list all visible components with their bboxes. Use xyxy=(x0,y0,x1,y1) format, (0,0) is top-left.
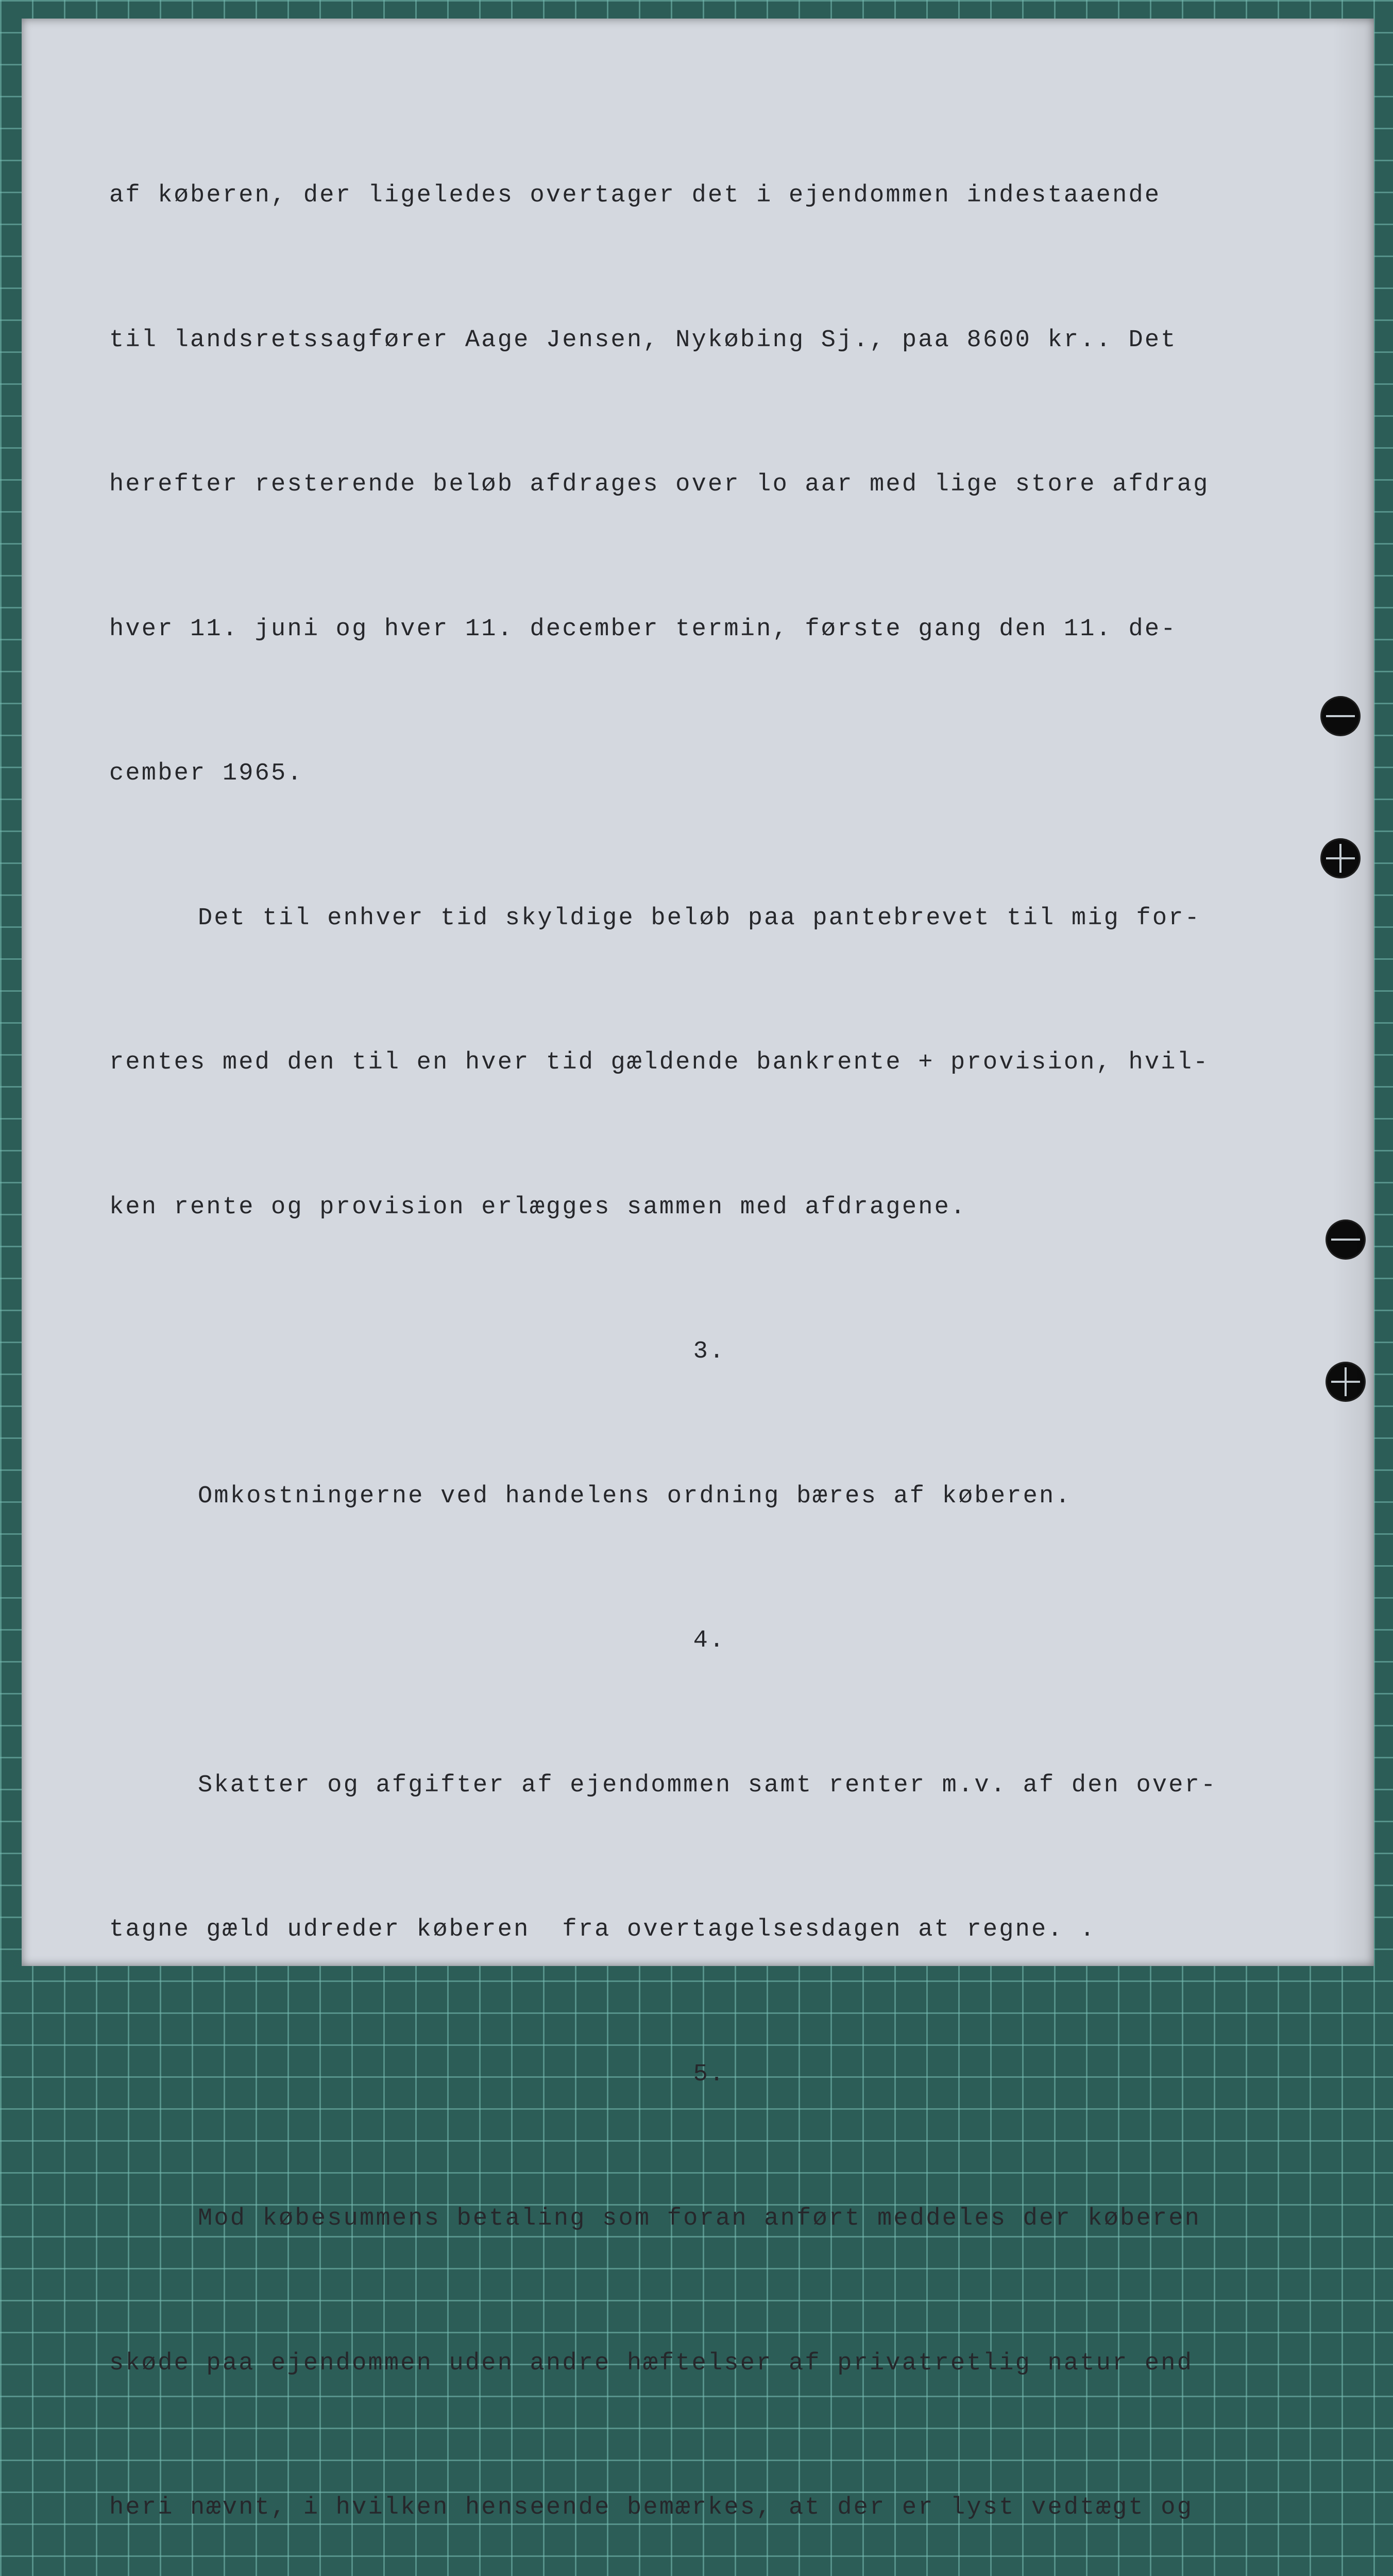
text-line: hver 11. juni og hver 11. december termin, første gang den 11. de- xyxy=(109,615,1177,643)
section-number-3: 3. xyxy=(693,1338,726,1365)
punch-hole xyxy=(1322,698,1359,735)
text-line: Mod købesummens betaling som foran anført meddeles der køberen xyxy=(198,2205,1201,2232)
text-line: cember 1965. xyxy=(109,760,303,787)
text-line: Det til enhver tid skyldige beløb paa pantebrevet til mig for- xyxy=(198,904,1201,932)
punch-hole xyxy=(1322,840,1359,877)
text-line: heri nævnt, i hvilken henseende bemærkes, at der er lyst vedtægt og xyxy=(109,2494,1194,2521)
punch-hole xyxy=(1327,1363,1364,1400)
typed-text-body xyxy=(109,75,1310,2576)
text-line: tagne gæld udreder køberen fra overtagelsesdagen at regne. . xyxy=(109,1916,1096,1943)
section-number-4: 4. xyxy=(693,1627,726,1654)
text-line: skøde paa ejendommen uden andre hæftelser af privatretlig natur end xyxy=(109,2349,1194,2377)
section-number-5: 5. xyxy=(693,2060,726,2088)
text-line: til landsretssagfører Aage Jensen, Nykøbing Sj., paa 8600 kr.. Det xyxy=(109,326,1177,354)
text-line: Skatter og afgifter af ejendommen samt renter m.v. af den over- xyxy=(198,1771,1217,1799)
punch-hole xyxy=(1327,1221,1364,1258)
text-line: ken rente og provision erlægges sammen med afdragene. xyxy=(109,1193,967,1221)
text-line: herefter resterende beløb afdrages over lo aar med lige store afdrag xyxy=(109,471,1210,498)
text-line: Omkostningerne ved handelens ordning bæres af køberen. xyxy=(198,1482,1072,1510)
document-page xyxy=(22,19,1374,2521)
text-line: af køberen, der ligeledes overtager det i ejendommen indestaaende xyxy=(109,182,1161,209)
text-line: rentes med den til en hver tid gældende bankrente + provision, hvil- xyxy=(109,1049,1210,1076)
